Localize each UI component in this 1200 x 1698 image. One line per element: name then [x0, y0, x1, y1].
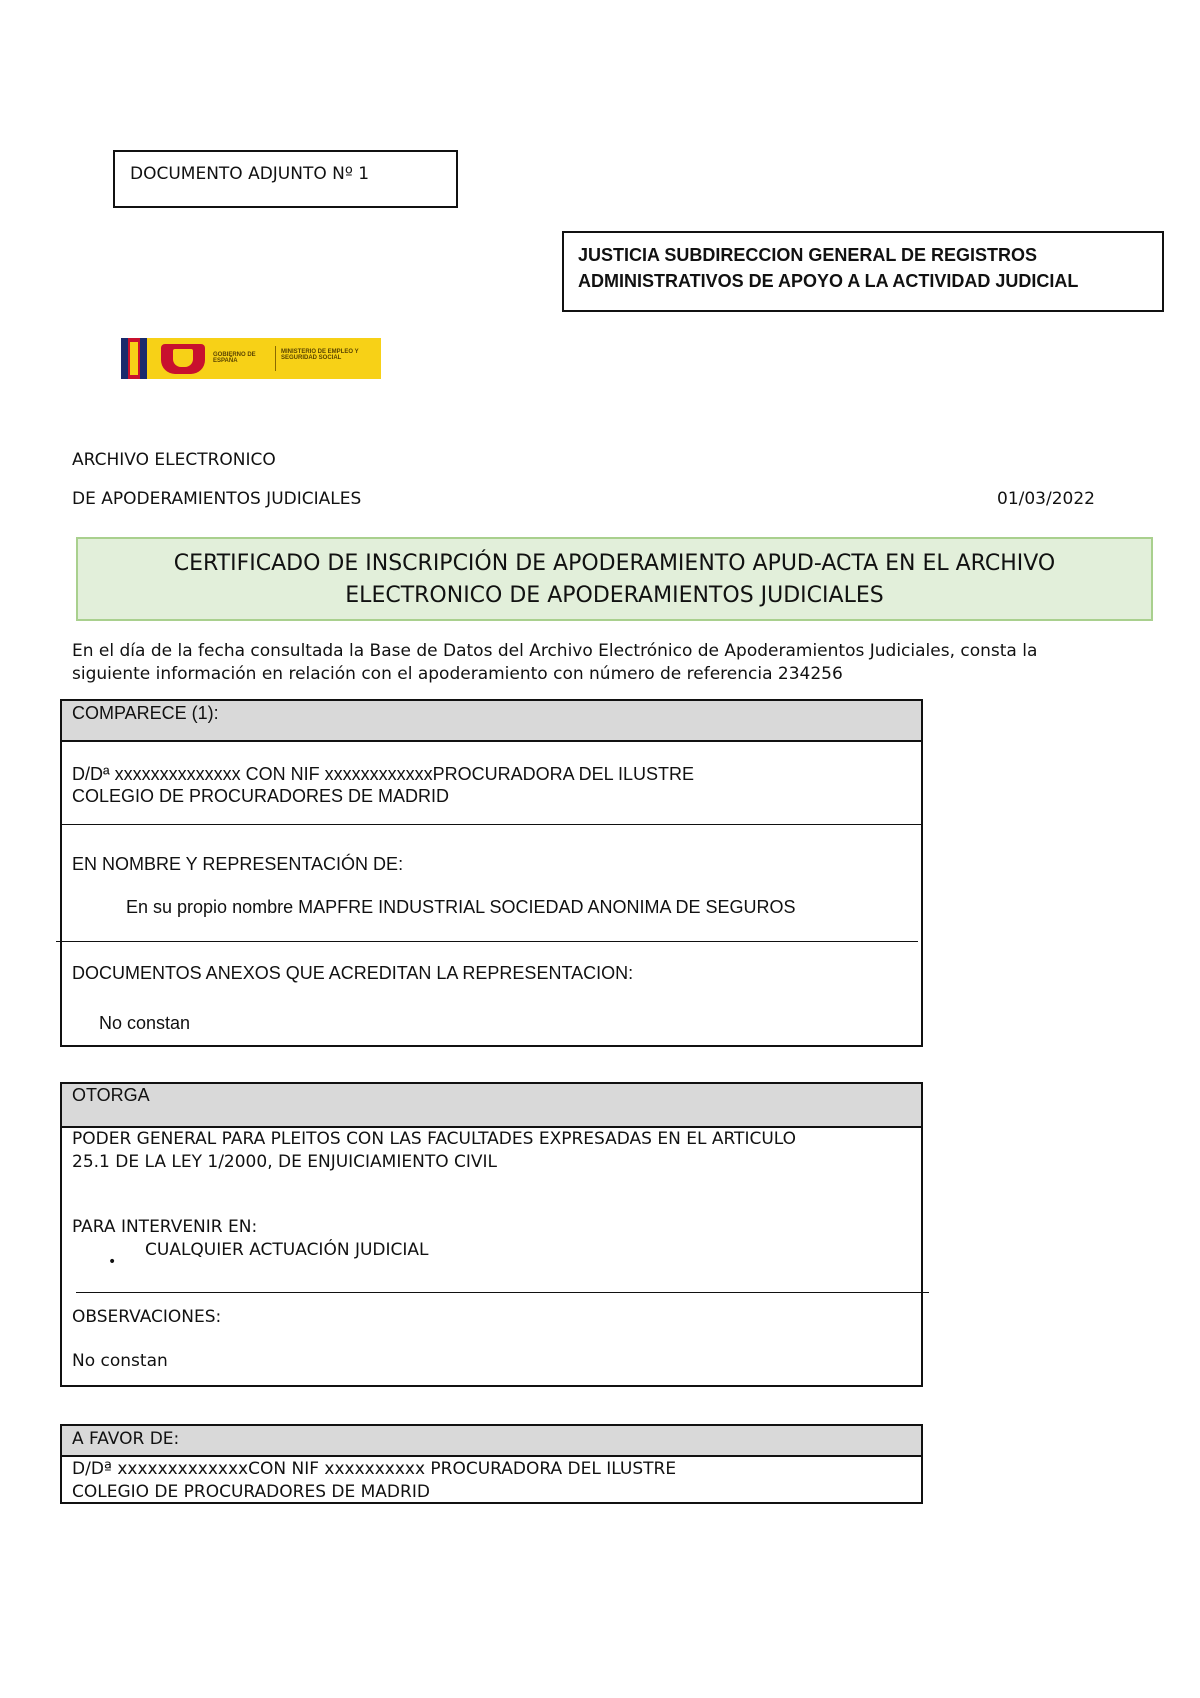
representation-value [126, 897, 796, 918]
certificate-title [76, 537, 1153, 621]
certificate-intro [72, 640, 1172, 686]
intro-line-2: siguiente información en relación con el apoderamiento con número de referencia 234256 [72, 664, 843, 684]
favor-line-1: D/Dª xxxxxxxxxxxxxCON NIF xxxxxxxxxx PROCURADORA DEL ILUSTRE [72, 1459, 677, 1479]
annex-label: DOCUMENTOS ANEXOS QUE ACREDITAN LA REPRESENTACION: [72, 963, 634, 983]
logo-separator [275, 346, 276, 371]
certificate-title-line-1: CERTIFICADO DE INSCRIPCIÓN DE APODERAMIENTO APUD-ACTA EN EL ARCHIVO [173, 551, 1056, 576]
authority-line-2: ADMINISTRATIVOS DE APOYO A LA ACTIVIDAD JUDICIAL [578, 271, 1079, 291]
comparece-person-line-2: COLEGIO DE PROCURADORES DE MADRID [72, 786, 450, 806]
otorga-divider [76, 1292, 929, 1293]
logo-government-text: GOBIERNO DE ESPAÑA [213, 352, 256, 364]
attached-document-text: DOCUMENTO ADJUNTO Nº 1 [130, 164, 370, 184]
government-logo [121, 338, 381, 379]
intervene-item: CUALQUIER ACTUACIÓN JUDICIAL [145, 1240, 429, 1260]
registry-line-2: DE APODERAMIENTOS JUDICIALES [72, 489, 362, 509]
power-line-2: 25.1 DE LA LEY 1/2000, DE ENJUICIAMIENTO CIVIL [72, 1152, 497, 1172]
comparece-header-divider [60, 740, 923, 742]
coat-of-arms-inner-icon [173, 349, 193, 367]
otorga-header: OTORGA [72, 1085, 150, 1105]
observations-label: OBSERVACIONES: [72, 1307, 222, 1327]
comparece-divider-2 [56, 941, 918, 942]
favor-header: A FAVOR DE: [72, 1429, 180, 1449]
intervene-label: PARA INTERVENIR EN: [72, 1217, 258, 1237]
favor-header-bg [62, 1426, 921, 1457]
logo-ministry-text: MINISTERIO DE EMPLEO Y SEGURIDAD SOCIAL [281, 349, 359, 361]
otorga-header-divider [60, 1126, 923, 1128]
comparece-divider-1 [60, 824, 923, 825]
representation-company: MAPFRE INDUSTRIAL SOCIEDAD ANONIMA DE SEGUROS [298, 897, 796, 917]
intro-line-1: En el día de la fecha consultada la Base de Datos del Archivo Electrónico de Apoderamientos Judiciales, consta la [72, 641, 1038, 661]
otorga-header-bg [62, 1084, 921, 1128]
certificate-title-line-2: ELECTRONICO DE APODERAMIENTOS JUDICIALES [345, 583, 884, 608]
document-date: 01/03/2022 [997, 489, 1095, 509]
authority-box [562, 231, 1164, 312]
representation-prefix: En su propio nombre [126, 897, 294, 917]
observations-value: No constan [72, 1351, 168, 1371]
representation-label: EN NOMBRE Y REPRESENTACIÓN DE: [72, 854, 404, 874]
authority-line-1: JUSTICIA SUBDIRECCION GENERAL DE REGISTROS [578, 245, 1038, 265]
comparece-person-line-1: D/Dª xxxxxxxxxxxxxx CON NIF xxxxxxxxxxxxPROCURADORA DEL ILUSTRE [72, 764, 695, 784]
annex-value: No constan [99, 1013, 191, 1033]
power-line-1: PODER GENERAL PARA PLEITOS CON LAS FACULTADES EXPRESADAS EN EL ARTICULO [72, 1129, 797, 1149]
logo-flag-yellow [130, 342, 138, 375]
list-bullet: • [108, 1254, 117, 1270]
comparece-header: COMPARECE (1): [72, 703, 219, 723]
registry-line-1: ARCHIVO ELECTRONICO [72, 450, 276, 470]
favor-line-2: COLEGIO DE PROCURADORES DE MADRID [72, 1482, 430, 1502]
attached-document-label [113, 150, 458, 208]
favor-header-divider [60, 1455, 923, 1457]
